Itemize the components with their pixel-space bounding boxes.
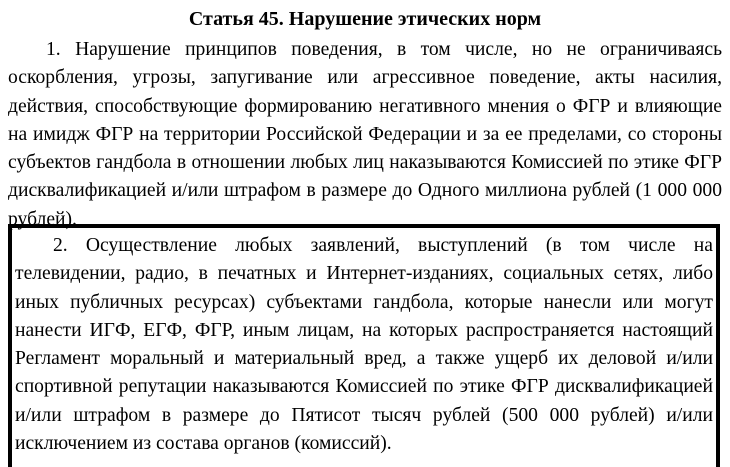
paragraph-2-number: 2. <box>53 235 68 256</box>
paragraph-1 <box>8 36 722 234</box>
paragraph-1-number: 1. <box>46 39 61 60</box>
document-page <box>8 6 722 234</box>
highlight-box <box>8 224 720 467</box>
paragraph-2 <box>15 232 713 458</box>
paragraph-1-text: Нарушение принципов поведения, в том числе, но не ограничиваясь оскорбления, угрозы, запугивание или агрессивное поведение, акты насилия, действия, способствующие формированию негативного мнения о ФГР и влияющие на имидж ФГР на территории Российской Федерации и за ее пределами, со стороны субъектов гандбола в отношении любых лиц наказываются Комиссией по этике ФГР дисквалификацией и/или штрафом в размере до Одного миллиона рублей (1 000 000 рублей). <box>8 39 722 230</box>
paragraph-2-text: Осуществление любых заявлений, выступлений (в том числе на телевидении, радио, в печатных и Интернет-изданиях, социальных сетях, либо иных публичных ресурсах) субъектами гандбола, которые нанесли или могут нанести ИГФ, ЕГФ, ФГР, иным лицам, на которых распространяется настоящий Регламент моральный и материальный вред, а также ущерб их деловой и/или спортивной репутации наказываются Комиссией по этике ФГР дисквалификацией и/или штрафом в размере до Пятисот тысяч рублей (500 000 рублей) и/или исключением из состава органов (комиссий). <box>15 235 713 455</box>
article-title: Статья 45. Нарушение этических норм <box>188 8 542 30</box>
